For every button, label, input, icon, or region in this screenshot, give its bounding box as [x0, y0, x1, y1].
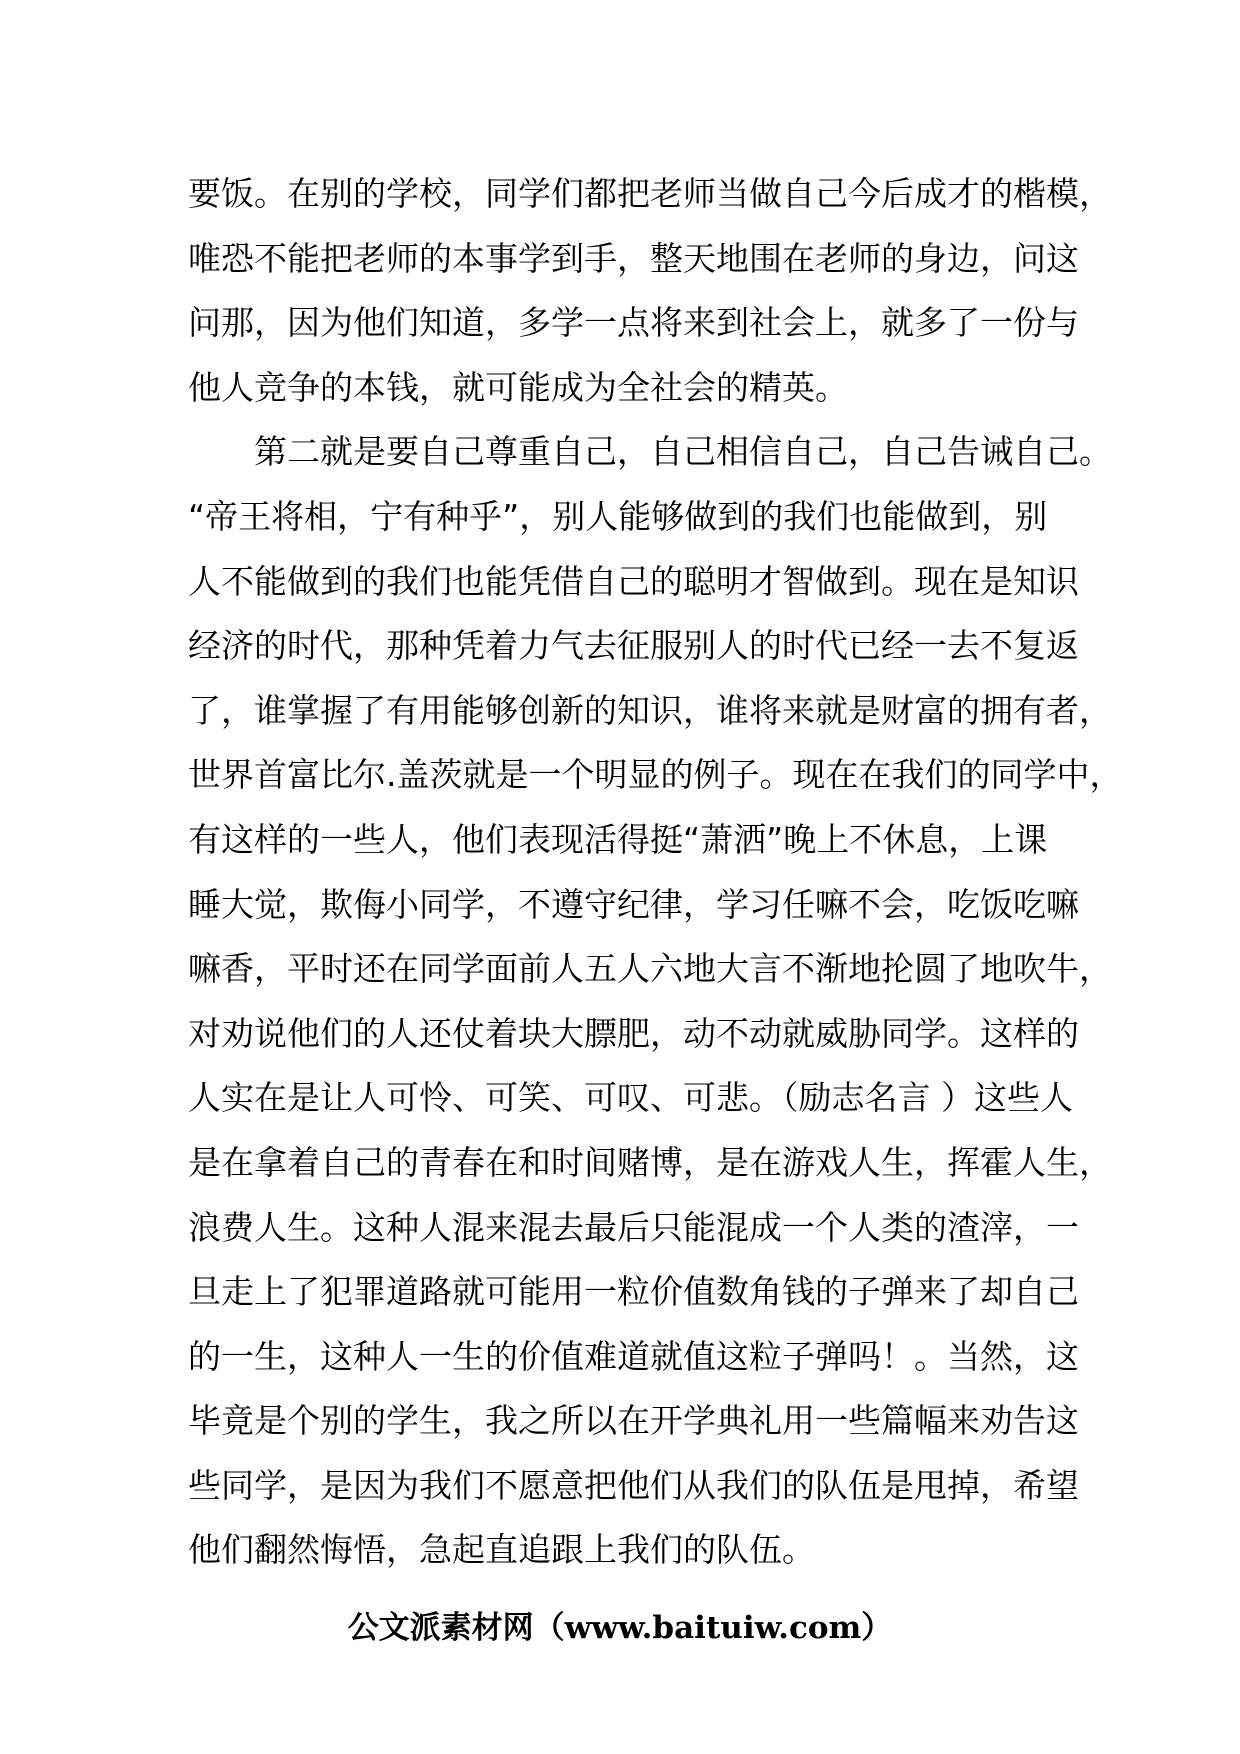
text-line: 毕竟是个别的学生，我之所以在开学典礼用一些篇幅来劝告这: [188, 1401, 1079, 1441]
text-line: 睡大觉，欺侮小同学，不遵守纪律，学习任嘛不会，吃饭吃嘛: [188, 884, 1079, 924]
text-line: 世界首富比尔.盖茨就是一个明显的例子。现在在我们的同学中，: [188, 755, 1123, 795]
text-line: 了，谁掌握了有用能够创新的知识，谁将来就是财富的拥有者，: [188, 690, 1112, 730]
text-line: 经济的时代，那种凭着力气去征服别人的时代已经一去不复返: [188, 626, 1079, 666]
text-line: 是在拿着自己的青春在和时间赌博，是在游戏人生，挥霍人生，: [188, 1142, 1112, 1182]
footer-source: 公文派素材网（www.baituiw.com）: [347, 1610, 893, 1646]
text-line: 他们翻然悔悟，急起直追跟上我们的队伍。: [188, 1530, 815, 1570]
text-line: 问那，因为他们知道，多学一点将来到社会上，就多了一份与: [188, 303, 1079, 343]
text-line: 旦走上了犯罪道路就可能用一粒价值数角钱的子弹来了却自己: [188, 1272, 1079, 1312]
text-line: 第二就是要自己尊重自己，自己相信自己，自己告诫自己。: [188, 432, 1112, 472]
document-body: [188, 162, 1123, 1583]
text-line: 唯恐不能把老师的本事学到手，整天地围在老师的身边，问这: [188, 238, 1079, 278]
text-line: 些同学，是因为我们不愿意把他们从我们的队伍是甩掉，希望: [188, 1465, 1079, 1505]
text-line: 的一生，这种人一生的价值难道就值这粒子弹吗！。当然，这: [188, 1336, 1079, 1376]
text-line: 有这样的一些人，他们表现活得挺“萧洒”晚上不休息，上课: [188, 819, 1048, 859]
text-line: 他人竞争的本钱，就可能成为全社会的精英。: [188, 367, 848, 407]
text-line: 浪费人生。这种人混来混去最后只能混成一个人类的渣滓，一: [188, 1207, 1079, 1247]
text-line: 要饭。在别的学校，同学们都把老师当做自己今后成才的楷模，: [188, 174, 1112, 213]
text-line: 人实在是让人可怜、可笑、可叹、可悲。（励志名言 ）这些人: [188, 1078, 1073, 1118]
text-line: 嘛香，平时还在同学面前人五人六地大言不渐地抡圆了地吹牛，: [188, 949, 1112, 989]
text-line: “帝王将相，宁有种乎”，别人能够做到的我们也能做到，别: [188, 496, 1048, 536]
text-line: 人不能做到的我们也能凭借自己的聪明才智做到。现在是知识: [188, 561, 1079, 601]
text-line: 对劝说他们的人还仗着块大膘肥，动不动就威胁同学。这样的: [188, 1013, 1079, 1053]
